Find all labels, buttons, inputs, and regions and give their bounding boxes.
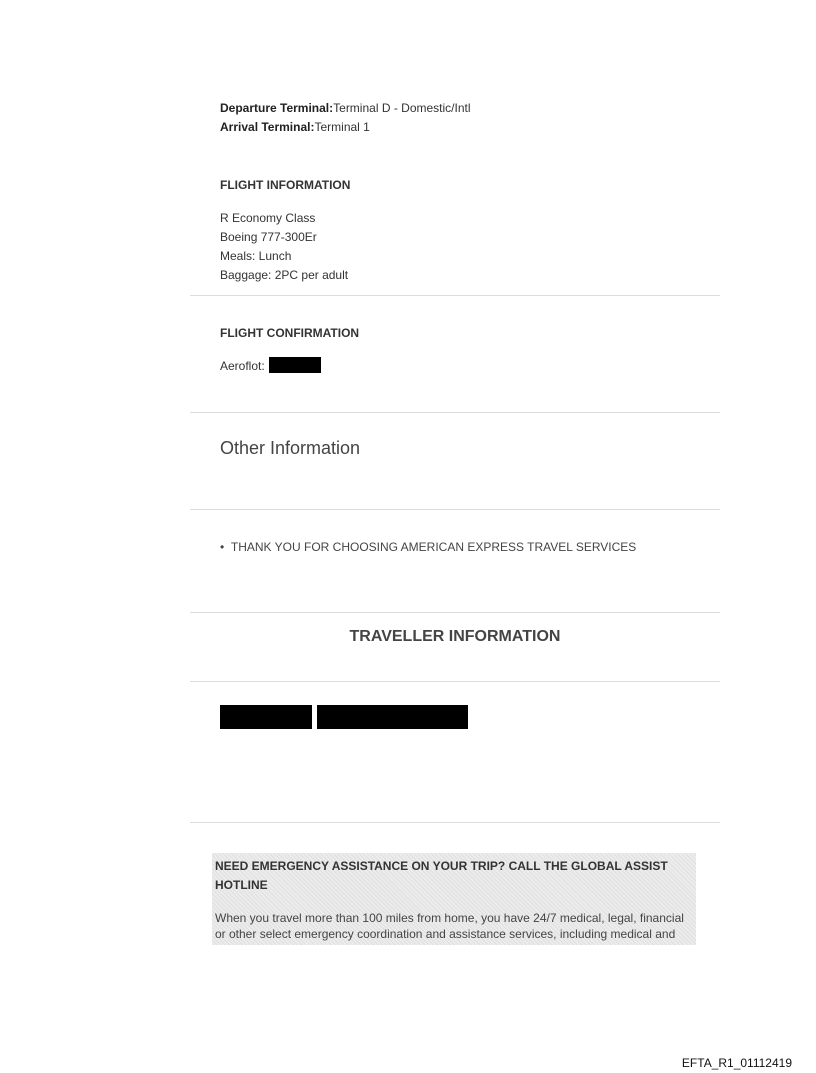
arrival-terminal-value: Terminal 1 — [314, 120, 370, 134]
redacted-traveller-last-name — [317, 705, 468, 729]
document-id: EFTA_R1_01112419 — [681, 1056, 792, 1070]
bullet-icon: • — [220, 540, 225, 554]
departure-terminal-line — [220, 100, 471, 116]
divider — [190, 412, 720, 413]
redacted-traveller-first-name — [220, 705, 312, 729]
other-information-heading: Other Information — [220, 438, 361, 458]
flight-information-details — [220, 209, 348, 285]
divider — [190, 295, 720, 296]
meals-info: Meals: Lunch — [220, 249, 292, 263]
aircraft-type: Boeing 777-300Er — [220, 230, 317, 244]
confirmation-line — [220, 358, 265, 374]
departure-terminal-value: Terminal D - Domestic/Intl — [333, 101, 471, 115]
divider — [190, 509, 720, 510]
departure-terminal-label: Departure Terminal: — [220, 101, 334, 115]
divider — [190, 612, 720, 613]
arrival-terminal-line — [220, 119, 370, 135]
emergency-assistance-body: When you travel more than 100 miles from home, you have 24/7 medical, legal, financial or other select emergency coordination and assistance services, including medical and — [215, 911, 684, 941]
flight-confirmation-heading: FLIGHT CONFIRMATION — [220, 326, 360, 340]
fare-class: R Economy Class — [220, 211, 316, 225]
divider — [190, 822, 720, 823]
traveller-information-heading: TRAVELLER INFORMATION — [349, 628, 561, 645]
emergency-assistance-panel — [212, 853, 696, 945]
other-information-item-text: THANK YOU FOR CHOOSING AMERICAN EXPRESS TRAVEL SERVICES — [230, 540, 637, 554]
flight-information-heading: FLIGHT INFORMATION — [220, 178, 351, 192]
redacted-confirmation-number — [269, 357, 321, 373]
airline-label: Aeroflot: — [220, 359, 265, 373]
arrival-terminal-label: Arrival Terminal: — [220, 120, 315, 134]
emergency-assistance-title: NEED EMERGENCY ASSISTANCE ON YOUR TRIP? CALL THE GLOBAL ASSIST HOTLINE — [215, 859, 668, 892]
baggage-info: Baggage: 2PC per adult — [220, 268, 349, 282]
other-information-item — [220, 540, 636, 554]
divider — [190, 681, 720, 682]
